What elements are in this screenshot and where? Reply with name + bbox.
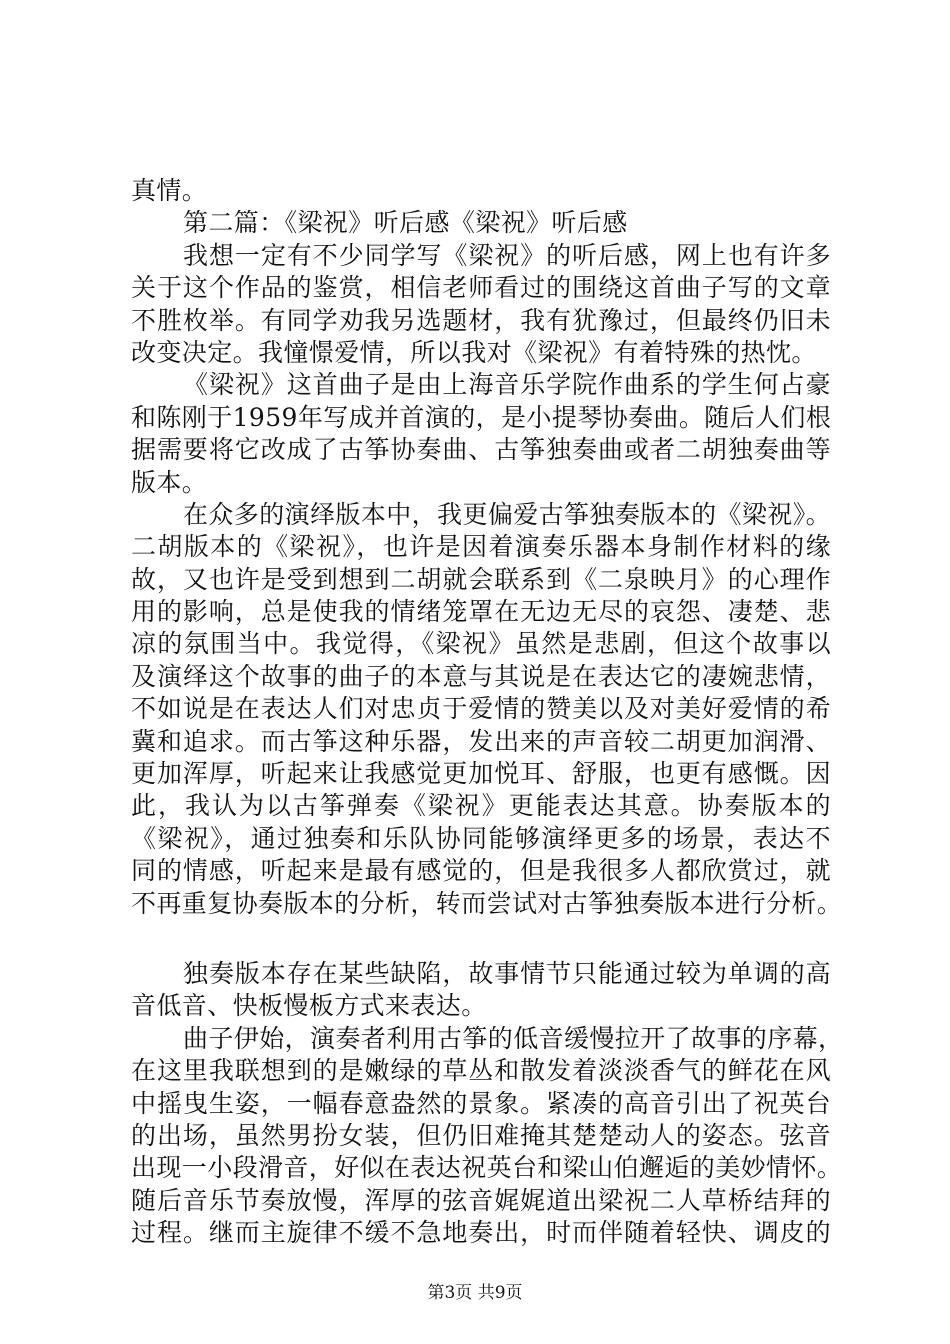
text-line: 不如说是在表达人们对忠贞于爱情的赞美以及对美好爱情的希 [131, 694, 831, 724]
text-line: 和陈刚于1959年写成并首演的，是小提琴协奏曲。随后人们根 [131, 402, 832, 432]
text-line: 在这里我联想到的是嫩绿的草丛和散发着淡淡香气的鲜花在风 [131, 1056, 831, 1086]
text-line: 过程。继而主旋律不缓不急地奏出，时而伴随着轻快、调皮的 [131, 1218, 831, 1248]
text-line: 改变决定。我憧憬爱情，所以我对《梁祝》有着特殊的热忱。 [131, 337, 817, 367]
text-line: 独奏版本存在某些缺陷，故事情节只能通过较为单调的高 [183, 958, 831, 988]
text-line: 出现一小段滑音，好似在表达祝英台和梁山伯邂逅的美妙情怀。 [131, 1153, 843, 1183]
text-line: 我想一定有不少同学写《梁祝》的听后感，网上也有许多 [183, 240, 831, 270]
text-line: 更加浑厚，听起来让我感觉更加悦耳、舒服，也更有感慨。因 [131, 759, 831, 789]
text-line: 在众多的演绎版本中，我更偏爱古筝独奏版本的《梁祝》。 [183, 499, 831, 529]
text-line: 真情。 [131, 176, 208, 205]
document-body [131, 175, 844, 1250]
text-line: 关于这个作品的鉴赏，相信老师看过的围绕这首曲子写的文章 [131, 273, 831, 303]
text-line: 凉的氛围当中。我觉得，《梁祝》虽然是悲剧，但这个故事以 [131, 629, 831, 659]
text-line: 二胡版本的《梁祝》，也许是因着演奏乐器本身制作材料的缘 [131, 532, 831, 562]
paragraph-gap [131, 920, 831, 958]
text-line: 《梁祝》，通过独奏和乐队协同能够演绎更多的场景，表达不 [131, 823, 831, 853]
text-line: 故，又也许是受到想到二胡就会联系到《二泉映月》的心理作 [131, 564, 831, 594]
text-line: 《梁祝》这首曲子是由上海音乐学院作曲系的学生何占豪 [183, 370, 831, 400]
text-line: 冀和追求。而古筝这种乐器，发出来的声音较二胡更加润滑、 [131, 726, 831, 756]
text-line: 不胜枚举。有同学劝我另选题材，我有犹豫过，但最终仍旧未 [131, 305, 831, 335]
text-line: 不再重复协奏版本的分析，转而尝试对古筝独奏版本进行分析。 [131, 888, 843, 918]
text-line: 中摇曳生姿，一幅春意盎然的景象。紧凑的高音引出了祝英台 [131, 1088, 831, 1118]
text-line: 同的情感，听起来是最有感觉的，但是我很多人都欣赏过，就 [131, 856, 831, 886]
text-line: 及演绎这个故事的曲子的本意与其说是在表达它的凄婉悲情， [131, 661, 831, 691]
text-line: 音低音、快板慢板方式来表达。 [131, 991, 487, 1021]
text-line: 的出场，虽然男扮女装，但仍旧难掩其楚楚动人的姿态。弦音 [131, 1120, 831, 1150]
text-line: 用的影响，总是使我的情绪笼罩在无边无尽的哀怨、凄楚、悲 [131, 597, 831, 627]
text-line: 此，我认为以古筝弹奏《梁祝》更能表达其意。协奏版本的 [131, 791, 831, 821]
text-line: 据需要将它改成了古筝协奏曲、古筝独奏曲或者二胡独奏曲等 [131, 435, 831, 465]
text-line: 第二篇：《梁祝》听后感《梁祝》听后感 [183, 208, 628, 238]
text-line: 随后音乐节奏放慢，浑厚的弦音娓娓道出梁祝二人草桥结拜的 [131, 1185, 831, 1215]
page-footer: 第3页 共9页 [427, 1283, 523, 1303]
text-line: 曲子伊始，演奏者利用古筝的低音缓慢拉开了故事的序幕， [183, 1023, 844, 1053]
text-line: 版本。 [131, 467, 208, 497]
